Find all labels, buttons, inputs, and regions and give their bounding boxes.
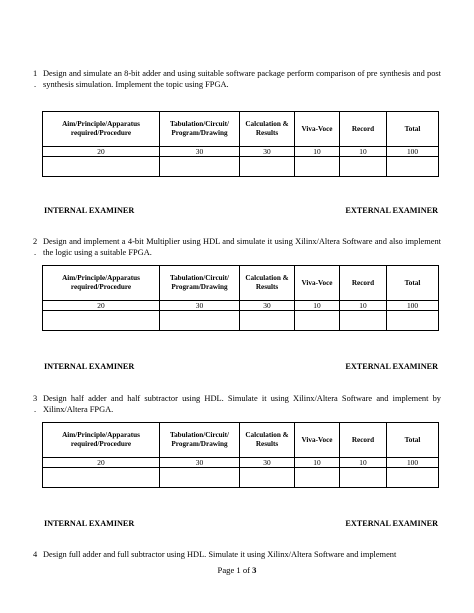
marks-table-3 — [42, 422, 439, 488]
value-total: 100 — [387, 147, 439, 157]
question-4 — [33, 549, 441, 560]
question-number-dot: . — [34, 80, 37, 89]
value-record: 10 — [340, 458, 387, 468]
value-calculation: 30 — [240, 147, 295, 157]
value-aim: 20 — [43, 301, 160, 311]
header-viva: Viva-Voce — [295, 112, 340, 147]
question-number: 2 — [33, 237, 38, 246]
value-tabulation: 30 — [160, 458, 240, 468]
score-cell — [340, 468, 387, 488]
question-number: 3 — [33, 394, 38, 403]
question-text: Design full adder and full subtractor using HDL. Simulate it using Xilinx/Altera Software and implement — [43, 550, 397, 559]
question-number-dot: . — [34, 248, 37, 257]
header-record: Record — [340, 266, 387, 301]
header-total: Total — [387, 266, 439, 301]
value-record: 10 — [340, 147, 387, 157]
score-cell — [295, 468, 340, 488]
value-record: 10 — [340, 301, 387, 311]
header-tabulation: Tabulation/Circuit/ Program/Drawing — [160, 266, 240, 301]
header-calculation: Calculation & Results — [240, 423, 295, 458]
header-aim: Aim/Principle/Apparatus required/Procedure — [43, 112, 160, 147]
value-tabulation: 30 — [160, 147, 240, 157]
score-cell — [295, 157, 340, 177]
external-examiner-label: EXTERNAL EXAMINER — [345, 206, 438, 215]
score-cell — [340, 311, 387, 331]
header-tabulation: Tabulation/Circuit/ Program/Drawing — [160, 112, 240, 147]
value-aim: 20 — [43, 147, 160, 157]
question-text: Design and simulate an 8-bit adder and using suitable software package perform comparison of pre synthesis and post synthesis simulation. Implement the topic using FPGA. — [43, 69, 441, 89]
header-viva: Viva-Voce — [295, 423, 340, 458]
value-tabulation: 30 — [160, 301, 240, 311]
score-cell — [387, 311, 439, 331]
score-cell — [340, 157, 387, 177]
score-cell — [43, 468, 160, 488]
internal-examiner-label: INTERNAL EXAMINER — [44, 362, 135, 371]
score-cell — [160, 157, 240, 177]
score-cell — [160, 468, 240, 488]
header-aim: Aim/Principle/Apparatus required/Procedure — [43, 423, 160, 458]
value-total: 100 — [387, 301, 439, 311]
question-number-dot: . — [34, 405, 37, 414]
external-examiner-label: EXTERNAL EXAMINER — [345, 519, 438, 528]
value-total: 100 — [387, 458, 439, 468]
value-aim: 20 — [43, 458, 160, 468]
score-cell — [240, 311, 295, 331]
question-1 — [33, 68, 441, 90]
score-cell — [295, 311, 340, 331]
score-cell — [387, 468, 439, 488]
question-2 — [33, 236, 441, 258]
score-cell — [43, 157, 160, 177]
value-viva: 10 — [295, 301, 340, 311]
score-cell — [240, 468, 295, 488]
header-total: Total — [387, 112, 439, 147]
internal-examiner-label: INTERNAL EXAMINER — [44, 519, 135, 528]
score-cell — [160, 311, 240, 331]
value-calculation: 30 — [240, 301, 295, 311]
header-aim: Aim/Principle/Apparatus required/Procedure — [43, 266, 160, 301]
header-tabulation: Tabulation/Circuit/ Program/Drawing — [160, 423, 240, 458]
score-cell — [43, 311, 160, 331]
question-text: Design and implement a 4-bit Multiplier using HDL and simulate it using Xilinx/Altera Software and also implement the logic using a suitable FPGA. — [43, 237, 441, 257]
question-number: 1 — [33, 69, 38, 78]
header-record: Record — [340, 112, 387, 147]
score-cell — [240, 157, 295, 177]
external-examiner-label: EXTERNAL EXAMINER — [345, 362, 438, 371]
marks-table-1 — [42, 111, 439, 177]
question-3 — [33, 393, 441, 415]
question-text: Design half adder and half subtractor using HDL. Simulate it using Xilinx/Altera Software and implement by Xilinx/Altera FPGA. — [43, 394, 441, 414]
internal-examiner-label: INTERNAL EXAMINER — [44, 206, 135, 215]
header-calculation: Calculation & Results — [240, 266, 295, 301]
page-footer — [0, 565, 474, 575]
score-cell — [387, 157, 439, 177]
question-number: 4 — [33, 550, 38, 559]
page-number-prefix: Page 1 of — [217, 565, 253, 575]
value-viva: 10 — [295, 458, 340, 468]
header-viva: Viva-Voce — [295, 266, 340, 301]
header-total: Total — [387, 423, 439, 458]
header-record: Record — [340, 423, 387, 458]
value-calculation: 30 — [240, 458, 295, 468]
value-viva: 10 — [295, 147, 340, 157]
marks-table-2 — [42, 265, 439, 331]
page-total: 3 — [252, 565, 257, 575]
header-calculation: Calculation & Results — [240, 112, 295, 147]
